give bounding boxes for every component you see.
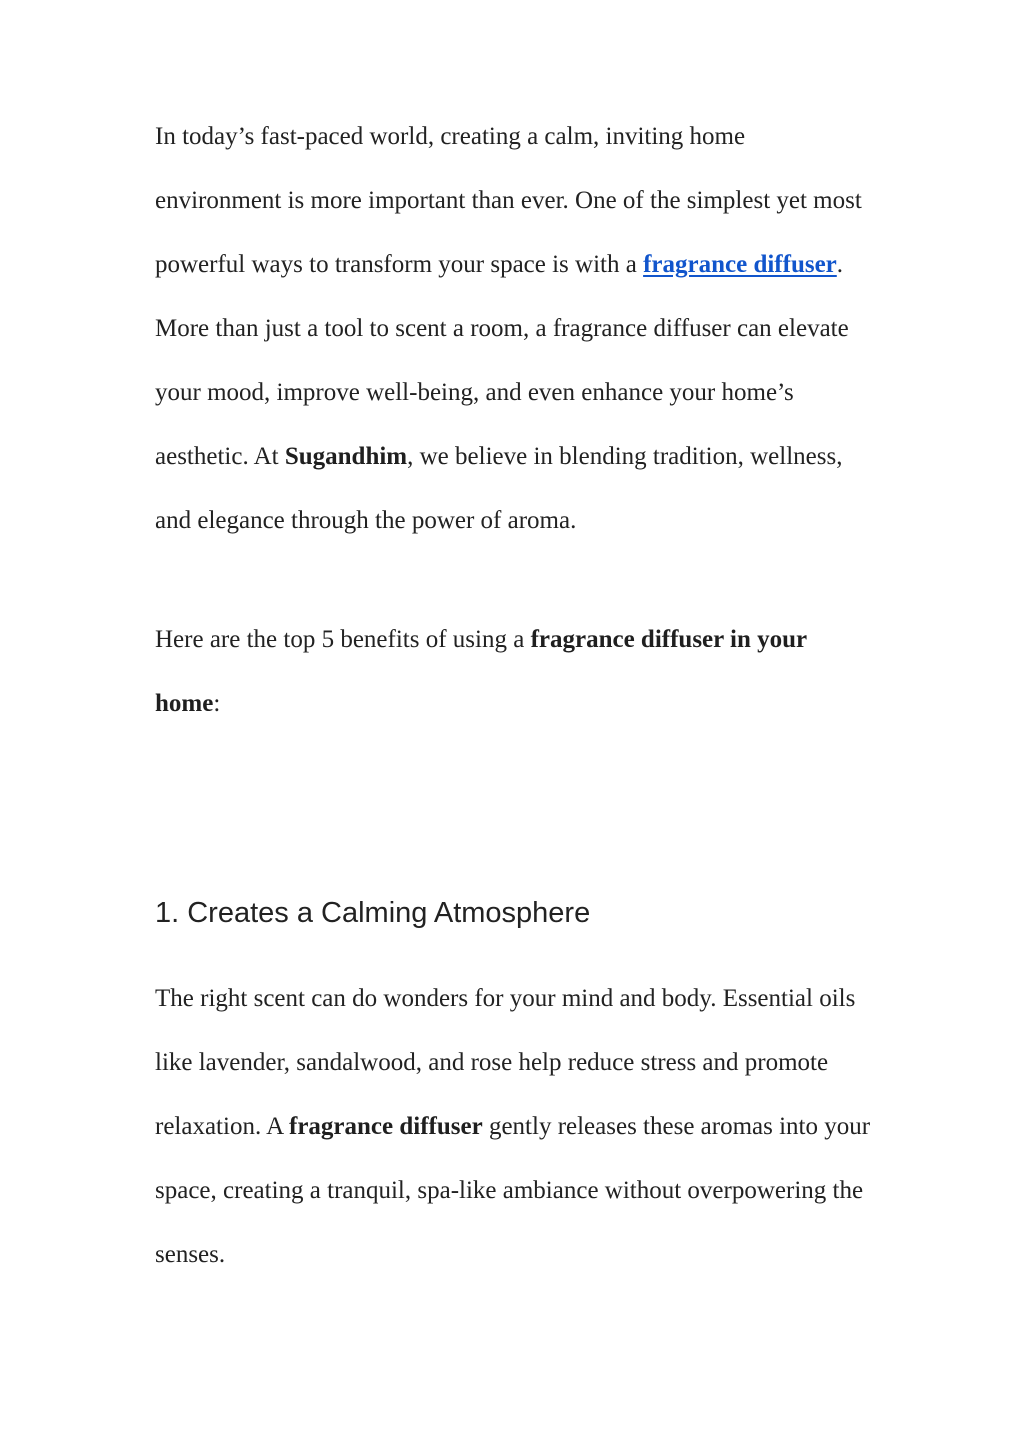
section1-bold: fragrance diffuser — [289, 1113, 483, 1140]
benefits-intro-paragraph — [155, 608, 875, 736]
brand-name: Sugandhim — [284, 443, 408, 470]
section-heading-1: 1. Creates a Calming Atmosphere — [155, 897, 591, 929]
intro-text-start: In today’s fast-paced world, creating a calm, inviting home environment is more important than ever. One of the simplest yet most powerful ways to transform your space is with a — [155, 123, 862, 278]
section1-text-start: The right scent can do wonders for your mind and body. Essential oils like lavender, sandalwood, and rose help reduce stress and promote relaxation. A — [155, 985, 856, 1140]
benefits-intro-colon: : — [213, 690, 221, 717]
fragrance-diffuser-link[interactable]: fragrance diffuser — [643, 251, 837, 278]
benefits-intro-text: Here are the top 5 benefits of using a — [155, 626, 531, 653]
intro-paragraph — [155, 105, 875, 553]
intro-text-end: , we believe in blending tradition, wellness, and elegance through the power of aroma. — [155, 443, 843, 534]
benefits-intro-bold: fragrance diffuser in your home — [155, 626, 807, 717]
document-page — [155, 105, 875, 1268]
intro-text-mid: . More than just a tool to scent a room, a fragrance diffuser can elevate your mood, improve well-being, and even enhance your home’s aesthetic. At — [155, 251, 849, 470]
section1-paragraph — [155, 967, 875, 1287]
section1-text-end: gently releases these aromas into your space, creating a tranquil, spa-like ambiance without overpowering the senses. — [155, 1113, 871, 1268]
